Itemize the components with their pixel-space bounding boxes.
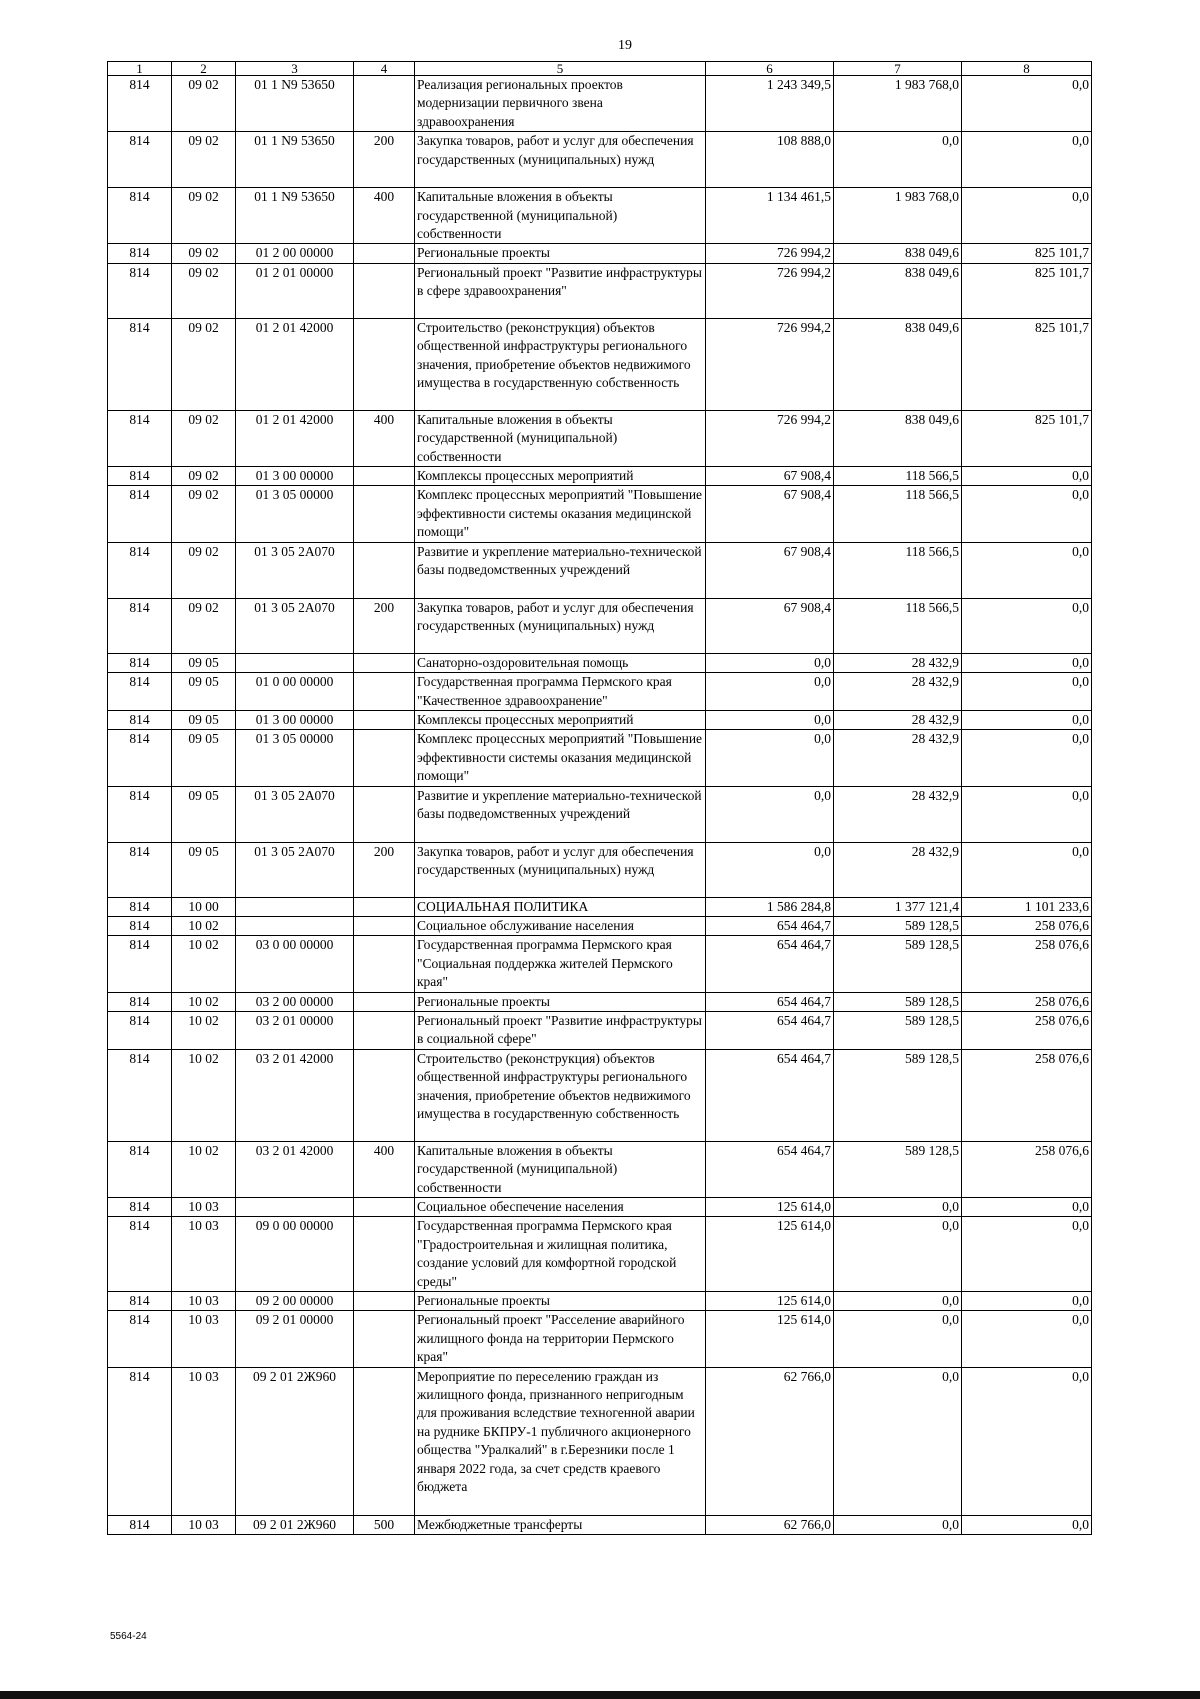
cell-col7: 838 049,6 [834,410,962,466]
cell-col7: 0,0 [834,1292,962,1311]
cell-col6: 1 243 349,5 [706,76,834,132]
cell-col4 [354,916,415,935]
cell-col4: 500 [354,1515,415,1534]
cell-col7: 0,0 [834,1367,962,1515]
cell-col4 [354,1217,415,1292]
column-header-1: 1 [108,62,172,76]
table-row [108,244,1092,263]
cell-col1: 814 [108,1198,172,1217]
cell-col2: 10 02 [172,1141,236,1197]
cell-col1: 814 [108,992,172,1011]
table-row [108,842,1092,897]
table-row [108,897,1092,916]
cell-col4: 400 [354,1141,415,1197]
table-row [108,1515,1092,1534]
table-row [108,710,1092,729]
cell-col1: 814 [108,598,172,653]
cell-col3: 09 2 01 00000 [236,1311,354,1367]
cell-col2: 09 05 [172,786,236,842]
cell-col5: СОЦИАЛЬНАЯ ПОЛИТИКА [415,897,706,916]
column-header-6: 6 [706,62,834,76]
cell-col8: 258 076,6 [962,1049,1092,1141]
cell-col8: 0,0 [962,786,1092,842]
cell-col3 [236,653,354,672]
cell-col1: 814 [108,244,172,263]
document-code: 5564-24 [110,1631,147,1642]
cell-col7: 28 432,9 [834,653,962,672]
cell-col3: 09 2 01 2Ж960 [236,1367,354,1515]
cell-col1: 814 [108,897,172,916]
cell-col4 [354,730,415,786]
cell-col5: Государственная программа Пермского края "Социальная поддержка жителей Пермского края" [415,936,706,992]
table-row [108,467,1092,486]
cell-col3: 01 2 00 00000 [236,244,354,263]
table-row [108,263,1092,318]
cell-col8: 258 076,6 [962,1011,1092,1049]
cell-col8: 0,0 [962,730,1092,786]
cell-col1: 814 [108,673,172,711]
cell-col5: Социальное обеспечение населения [415,1198,706,1217]
cell-col8: 258 076,6 [962,1141,1092,1197]
cell-col7: 838 049,6 [834,244,962,263]
cell-col2: 09 02 [172,467,236,486]
cell-col2: 10 02 [172,1049,236,1141]
column-header-2: 2 [172,62,236,76]
cell-col3: 01 1 N9 53650 [236,76,354,132]
cell-col3 [236,897,354,916]
cell-col4 [354,318,415,410]
cell-col5: Региональные проекты [415,244,706,263]
cell-col5: Развитие и укрепление материально-технической базы подведомственных учреждений [415,542,706,598]
cell-col6: 654 464,7 [706,936,834,992]
cell-col1: 814 [108,132,172,188]
cell-col6: 654 464,7 [706,992,834,1011]
cell-col7: 0,0 [834,1217,962,1292]
cell-col5: Комплексы процессных мероприятий [415,710,706,729]
cell-col5: Закупка товаров, работ и услуг для обеспечения государственных (муниципальных) нужд [415,132,706,188]
cell-col3: 03 2 01 42000 [236,1049,354,1141]
cell-col4 [354,1292,415,1311]
cell-col8: 0,0 [962,1198,1092,1217]
cell-col4 [354,673,415,711]
cell-col5: Строительство (реконструкция) объектов общественной инфраструктуры регионального значения, приобретение объектов недвижимого имущества в государственную собственность [415,318,706,410]
cell-col5: Социальное обслуживание населения [415,916,706,935]
cell-col3: 03 2 01 42000 [236,1141,354,1197]
cell-col8: 0,0 [962,842,1092,897]
cell-col5: Комплекс процессных мероприятий "Повышение эффективности системы оказания медицинской помощи" [415,486,706,542]
table-row [108,542,1092,598]
cell-col4 [354,486,415,542]
cell-col8: 825 101,7 [962,244,1092,263]
cell-col2: 09 02 [172,486,236,542]
cell-col4 [354,897,415,916]
cell-col6: 1 586 284,8 [706,897,834,916]
cell-col2: 09 02 [172,598,236,653]
cell-col6: 125 614,0 [706,1311,834,1367]
cell-col8: 0,0 [962,1311,1092,1367]
cell-col8: 0,0 [962,1515,1092,1534]
cell-col5: Государственная программа Пермского края "Качественное здравоохранение" [415,673,706,711]
cell-col7: 28 432,9 [834,673,962,711]
cell-col2: 10 03 [172,1515,236,1534]
cell-col2: 09 05 [172,673,236,711]
cell-col8: 0,0 [962,132,1092,188]
table-row [108,916,1092,935]
cell-col7: 28 432,9 [834,842,962,897]
table-row [108,1311,1092,1367]
cell-col8: 0,0 [962,598,1092,653]
cell-col6: 726 994,2 [706,263,834,318]
cell-col2: 10 03 [172,1292,236,1311]
table-row [108,653,1092,672]
column-header-4: 4 [354,62,415,76]
cell-col3: 01 3 05 00000 [236,486,354,542]
cell-col7: 118 566,5 [834,542,962,598]
cell-col3: 01 3 05 00000 [236,730,354,786]
cell-col4 [354,1049,415,1141]
table-row [108,76,1092,132]
cell-col7: 589 128,5 [834,1141,962,1197]
cell-col3: 01 3 05 2А070 [236,598,354,653]
budget-table [107,61,1092,1535]
table-row [108,730,1092,786]
table-row [108,936,1092,992]
cell-col1: 814 [108,467,172,486]
page-number: 19 [618,38,632,53]
cell-col1: 814 [108,486,172,542]
cell-col3: 01 2 01 42000 [236,410,354,466]
cell-col8: 0,0 [962,467,1092,486]
cell-col4: 400 [354,410,415,466]
cell-col1: 814 [108,188,172,244]
cell-col1: 814 [108,1292,172,1311]
cell-col1: 814 [108,1367,172,1515]
cell-col2: 09 02 [172,188,236,244]
cell-col6: 67 908,4 [706,598,834,653]
cell-col5: Развитие и укрепление материально-технической базы подведомственных учреждений [415,786,706,842]
cell-col7: 118 566,5 [834,467,962,486]
cell-col3: 01 3 05 2А070 [236,542,354,598]
cell-col4 [354,1198,415,1217]
table-row [108,1217,1092,1292]
cell-col2: 09 05 [172,653,236,672]
cell-col8: 0,0 [962,76,1092,132]
cell-col4 [354,263,415,318]
cell-col4: 200 [354,598,415,653]
cell-col1: 814 [108,1515,172,1534]
cell-col5: Санаторно-оздоровительная помощь [415,653,706,672]
cell-col2: 09 02 [172,318,236,410]
cell-col8: 0,0 [962,673,1092,711]
cell-col5: Комплексы процессных мероприятий [415,467,706,486]
cell-col1: 814 [108,318,172,410]
cell-col6: 654 464,7 [706,1141,834,1197]
cell-col5: Реализация региональных проектов модернизации первичного звена здравоохранения [415,76,706,132]
scan-bottom-edge [0,1691,1200,1699]
cell-col5: Региональный проект "Развитие инфраструктуры в сфере здравоохранения" [415,263,706,318]
cell-col2: 10 00 [172,897,236,916]
cell-col5: Строительство (реконструкция) объектов общественной инфраструктуры регионального значения, приобретение объектов недвижимого имущества в государственную собственность [415,1049,706,1141]
cell-col1: 814 [108,1011,172,1049]
cell-col4: 200 [354,132,415,188]
cell-col3: 01 3 00 00000 [236,710,354,729]
cell-col7: 118 566,5 [834,486,962,542]
cell-col7: 118 566,5 [834,598,962,653]
cell-col2: 10 03 [172,1217,236,1292]
cell-col1: 814 [108,653,172,672]
column-header-5: 5 [415,62,706,76]
cell-col5: Мероприятие по переселению граждан из жилищного фонда, признанного непригодным для проживания вследствие техногенной аварии на руднике БКПРУ-1 публичного акционерного общества "Уралкалий" в г.Березники после 1 января 2022 года, за счет средств краевого бюджета [415,1367,706,1515]
cell-col2: 10 02 [172,1011,236,1049]
cell-col7: 589 128,5 [834,1011,962,1049]
cell-col6: 108 888,0 [706,132,834,188]
cell-col5: Региональные проекты [415,1292,706,1311]
table-row [108,188,1092,244]
table-body [108,76,1092,1535]
cell-col7: 838 049,6 [834,318,962,410]
cell-col1: 814 [108,916,172,935]
cell-col6: 125 614,0 [706,1198,834,1217]
cell-col3 [236,916,354,935]
cell-col1: 814 [108,1049,172,1141]
cell-col2: 10 02 [172,992,236,1011]
cell-col1: 814 [108,842,172,897]
cell-col4 [354,1367,415,1515]
cell-col3: 01 1 N9 53650 [236,188,354,244]
cell-col2: 09 05 [172,730,236,786]
cell-col4 [354,76,415,132]
cell-col8: 258 076,6 [962,936,1092,992]
cell-col6: 0,0 [706,730,834,786]
cell-col1: 814 [108,1311,172,1367]
table-row [108,992,1092,1011]
cell-col7: 28 432,9 [834,710,962,729]
cell-col5: Капитальные вложения в объекты государственной (муниципальной) собственности [415,188,706,244]
cell-col3: 01 2 01 42000 [236,318,354,410]
cell-col6: 1 134 461,5 [706,188,834,244]
cell-col2: 09 05 [172,842,236,897]
cell-col1: 814 [108,263,172,318]
cell-col2: 09 05 [172,710,236,729]
cell-col3: 01 1 N9 53650 [236,132,354,188]
column-number-header [108,62,1092,76]
table-row [108,318,1092,410]
cell-col8: 1 101 233,6 [962,897,1092,916]
cell-col6: 654 464,7 [706,1049,834,1141]
cell-col4 [354,1311,415,1367]
cell-col6: 0,0 [706,673,834,711]
table-row [108,786,1092,842]
column-header-3: 3 [236,62,354,76]
cell-col2: 09 02 [172,410,236,466]
cell-col6: 62 766,0 [706,1515,834,1534]
cell-col8: 0,0 [962,486,1092,542]
cell-col4: 400 [354,188,415,244]
table-row [108,1367,1092,1515]
cell-col3 [236,1198,354,1217]
table-row [108,410,1092,466]
column-header-8: 8 [962,62,1092,76]
table-row [108,132,1092,188]
cell-col5: Региональный проект "Развитие инфраструктуры в социальной сфере" [415,1011,706,1049]
cell-col1: 814 [108,1217,172,1292]
cell-col8: 258 076,6 [962,992,1092,1011]
cell-col6: 125 614,0 [706,1217,834,1292]
cell-col2: 09 02 [172,542,236,598]
table-row [108,486,1092,542]
cell-col4 [354,1011,415,1049]
cell-col7: 1 983 768,0 [834,188,962,244]
cell-col6: 726 994,2 [706,410,834,466]
column-header-7: 7 [834,62,962,76]
table-row [108,673,1092,711]
cell-col6: 0,0 [706,710,834,729]
cell-col4 [354,542,415,598]
cell-col6: 654 464,7 [706,1011,834,1049]
cell-col2: 10 03 [172,1367,236,1515]
cell-col4 [354,786,415,842]
cell-col5: Государственная программа Пермского края "Градостроительная и жилищная политика, создание условий для комфортной городской среды" [415,1217,706,1292]
cell-col7: 589 128,5 [834,916,962,935]
cell-col3: 09 2 01 2Ж960 [236,1515,354,1534]
cell-col5: Капитальные вложения в объекты государственной (муниципальной) собственности [415,1141,706,1197]
cell-col8: 825 101,7 [962,318,1092,410]
table-row [108,1198,1092,1217]
cell-col4 [354,992,415,1011]
cell-col8: 825 101,7 [962,410,1092,466]
cell-col8: 0,0 [962,1217,1092,1292]
cell-col8: 0,0 [962,1292,1092,1311]
cell-col6: 67 908,4 [706,486,834,542]
table-row [108,598,1092,653]
cell-col8: 258 076,6 [962,916,1092,935]
cell-col7: 589 128,5 [834,992,962,1011]
cell-col3: 01 3 00 00000 [236,467,354,486]
cell-col7: 1 377 121,4 [834,897,962,916]
cell-col4: 200 [354,842,415,897]
cell-col3: 01 3 05 2А070 [236,786,354,842]
cell-col6: 726 994,2 [706,318,834,410]
cell-col6: 0,0 [706,653,834,672]
cell-col7: 1 983 768,0 [834,76,962,132]
cell-col6: 0,0 [706,842,834,897]
cell-col3: 03 2 00 00000 [236,992,354,1011]
cell-col5: Закупка товаров, работ и услуг для обеспечения государственных (муниципальных) нужд [415,598,706,653]
cell-col6: 67 908,4 [706,542,834,598]
cell-col8: 0,0 [962,710,1092,729]
cell-col1: 814 [108,410,172,466]
cell-col1: 814 [108,730,172,786]
cell-col6: 654 464,7 [706,916,834,935]
cell-col1: 814 [108,786,172,842]
table-row [108,1141,1092,1197]
cell-col2: 10 02 [172,916,236,935]
cell-col7: 0,0 [834,1515,962,1534]
cell-col7: 0,0 [834,1311,962,1367]
cell-col1: 814 [108,710,172,729]
cell-col3: 01 2 01 00000 [236,263,354,318]
cell-col8: 0,0 [962,542,1092,598]
cell-col3: 01 3 05 2А070 [236,842,354,897]
table-row [108,1011,1092,1049]
cell-col5: Межбюджетные трансферты [415,1515,706,1534]
cell-col7: 589 128,5 [834,1049,962,1141]
cell-col6: 67 908,4 [706,467,834,486]
cell-col2: 09 02 [172,132,236,188]
table-row [108,1049,1092,1141]
cell-col5: Региональный проект "Расселение аварийного жилищного фонда на территории Пермского края" [415,1311,706,1367]
cell-col2: 10 02 [172,936,236,992]
cell-col5: Региональные проекты [415,992,706,1011]
cell-col8: 0,0 [962,188,1092,244]
cell-col2: 09 02 [172,76,236,132]
cell-col6: 0,0 [706,786,834,842]
cell-col7: 589 128,5 [834,936,962,992]
cell-col3: 03 2 01 00000 [236,1011,354,1049]
cell-col4 [354,653,415,672]
cell-col1: 814 [108,76,172,132]
cell-col3: 09 0 00 00000 [236,1217,354,1292]
cell-col5: Комплекс процессных мероприятий "Повышение эффективности системы оказания медицинской помощи" [415,730,706,786]
cell-col2: 09 02 [172,263,236,318]
cell-col7: 28 432,9 [834,730,962,786]
cell-col4 [354,467,415,486]
table-row [108,1292,1092,1311]
cell-col6: 125 614,0 [706,1292,834,1311]
cell-col2: 09 02 [172,244,236,263]
cell-col7: 838 049,6 [834,263,962,318]
cell-col7: 0,0 [834,1198,962,1217]
cell-col1: 814 [108,1141,172,1197]
cell-col8: 0,0 [962,653,1092,672]
cell-col2: 10 03 [172,1311,236,1367]
cell-col6: 62 766,0 [706,1367,834,1515]
cell-col3: 01 0 00 00000 [236,673,354,711]
cell-col7: 0,0 [834,132,962,188]
cell-col7: 28 432,9 [834,786,962,842]
cell-col4 [354,936,415,992]
cell-col1: 814 [108,936,172,992]
cell-col5: Капитальные вложения в объекты государственной (муниципальной) собственности [415,410,706,466]
cell-col4 [354,244,415,263]
cell-col4 [354,710,415,729]
cell-col3: 09 2 00 00000 [236,1292,354,1311]
cell-col1: 814 [108,542,172,598]
cell-col8: 825 101,7 [962,263,1092,318]
cell-col2: 10 03 [172,1198,236,1217]
cell-col3: 03 0 00 00000 [236,936,354,992]
cell-col8: 0,0 [962,1367,1092,1515]
cell-col5: Закупка товаров, работ и услуг для обеспечения государственных (муниципальных) нужд [415,842,706,897]
cell-col6: 726 994,2 [706,244,834,263]
